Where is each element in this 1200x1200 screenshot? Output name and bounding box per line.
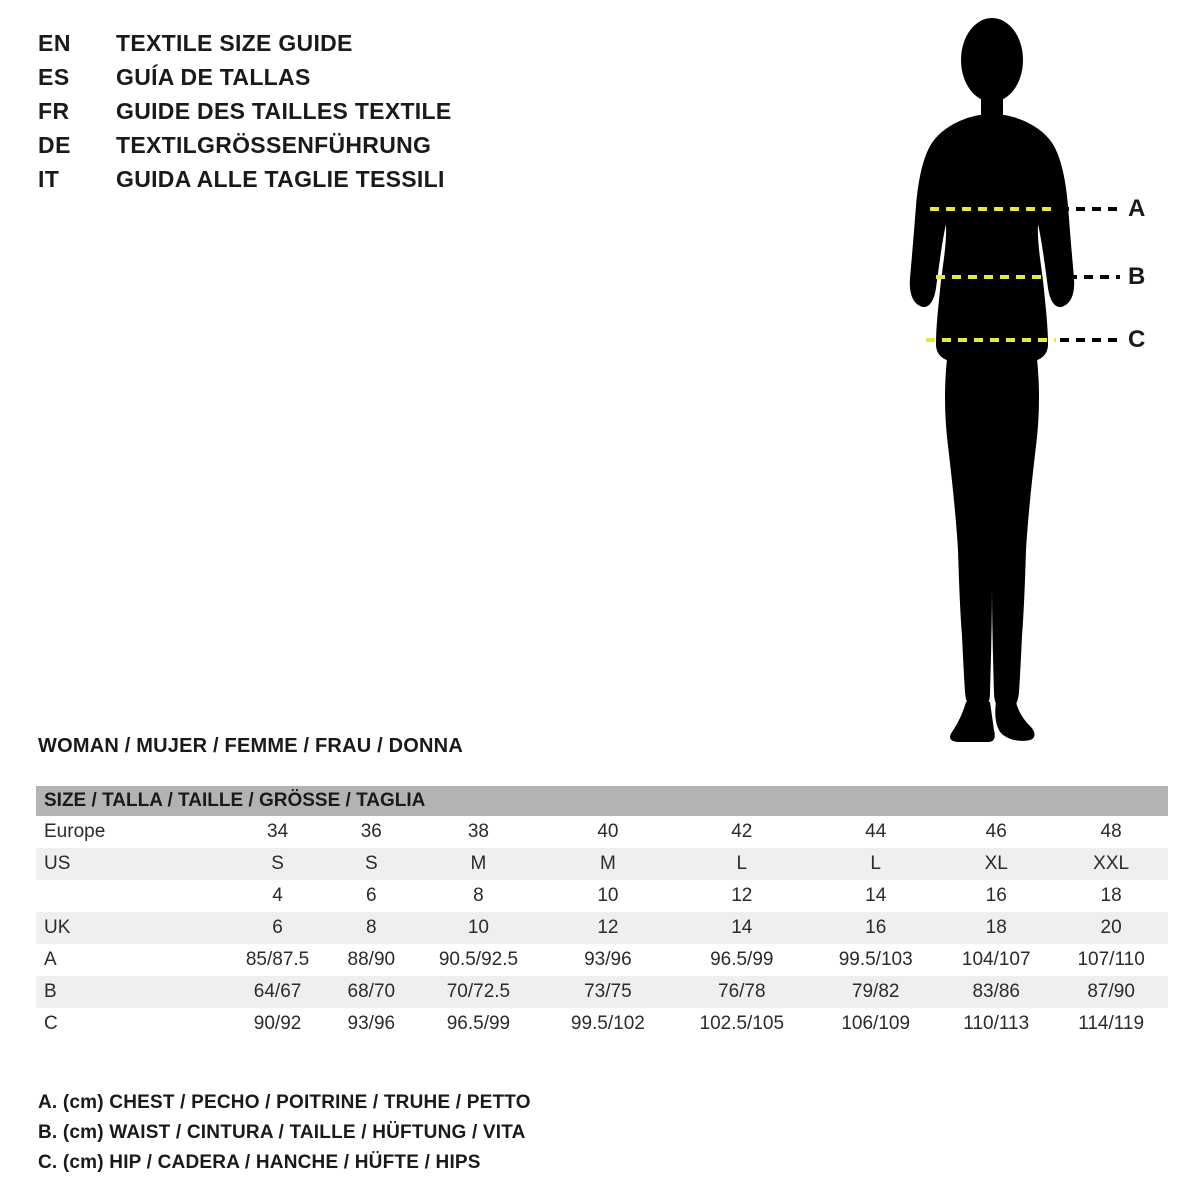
table-cell: 110/113 [938,1008,1054,1040]
language-code: ES [38,64,70,90]
language-title: TEXTILE SIZE GUIDE [116,30,353,56]
footnote-list [38,1088,738,1178]
language-code: DE [38,132,71,158]
table-cell: 4 [224,880,331,912]
table-cell: 46 [938,816,1054,848]
table-cell: 114/119 [1054,1008,1168,1040]
waist-label: B [1128,263,1146,290]
female-body-figure [870,10,1180,750]
table-cell: 10 [545,880,670,912]
table-cell: 44 [813,816,938,848]
table-cell: 70/72.5 [411,976,545,1008]
table-cell: 36 [331,816,411,848]
table-cell: 12 [670,880,813,912]
table-cell: 87/90 [1054,976,1168,1008]
table-header-row [36,786,1168,816]
table-row [36,880,1168,912]
language-row [38,30,658,64]
table-cell: 93/96 [331,1008,411,1040]
language-title-list [38,30,658,200]
table-cell: 48 [1054,816,1168,848]
row-label: C [36,1008,224,1040]
table-cell: 102.5/105 [670,1008,813,1040]
language-code: IT [38,166,60,192]
language-row [38,98,658,132]
footnote-waist: B. (cm) WAIST / CINTURA / TAILLE / HÜFTUNG / VITA [38,1122,526,1143]
table-cell: 20 [1054,912,1168,944]
table-cell: 83/86 [938,976,1054,1008]
hip-label: C [1128,326,1146,353]
table-header-label: SIZE / TALLA / TAILLE / GRÖSSE / TAGLIA [36,786,1168,816]
table-row [36,944,1168,976]
table-cell: 76/78 [670,976,813,1008]
table-cell: 88/90 [331,944,411,976]
table-cell: 14 [670,912,813,944]
language-code: EN [38,30,71,56]
table-cell: 99.5/103 [813,944,938,976]
table-cell: XL [938,848,1054,880]
row-label [36,880,224,912]
table-cell: 6 [331,880,411,912]
table-cell: S [331,848,411,880]
table-cell: 68/70 [331,976,411,1008]
size-table [36,786,1168,1040]
table-cell: 99.5/102 [545,1008,670,1040]
row-label: Europe [36,816,224,848]
table-cell: 8 [331,912,411,944]
table-cell: 38 [411,816,545,848]
table-row [36,976,1168,1008]
table-cell: 14 [813,880,938,912]
table-cell: 106/109 [813,1008,938,1040]
table-cell: 79/82 [813,976,938,1008]
row-label: A [36,944,224,976]
table-cell: 16 [938,880,1054,912]
table-cell: 64/67 [224,976,331,1008]
group-heading: WOMAN / MUJER / FEMME / FRAU / DONNA [38,735,463,757]
footnote-hip: C. (cm) HIP / CADERA / HANCHE / HÜFTE / HIPS [38,1152,481,1173]
table-cell: 18 [1054,880,1168,912]
row-label: US [36,848,224,880]
row-label: B [36,976,224,1008]
table-cell: 34 [224,816,331,848]
language-row [38,64,658,98]
table-cell: L [813,848,938,880]
table-row [36,912,1168,944]
table-row [36,816,1168,848]
table-cell: 85/87.5 [224,944,331,976]
table-cell: 10 [411,912,545,944]
table-cell: S [224,848,331,880]
language-row [38,132,658,166]
language-code: FR [38,98,70,124]
table-cell: 42 [670,816,813,848]
table-cell: 8 [411,880,545,912]
table-cell: M [411,848,545,880]
table-cell: L [670,848,813,880]
footnote-chest: A. (cm) CHEST / PECHO / POITRINE / TRUHE / PETTO [38,1092,531,1113]
table-cell: 93/96 [545,944,670,976]
female-silhouette-icon [910,18,1074,742]
language-title: GUÍA DE TALLAS [116,64,311,90]
table-cell: 96.5/99 [411,1008,545,1040]
table-cell: 107/110 [1054,944,1168,976]
language-title: GUIDA ALLE TAGLIE TESSILI [116,166,445,192]
table-cell: 90.5/92.5 [411,944,545,976]
language-title: TEXTILGRÖSSENFÜHRUNG [116,132,432,158]
table-cell: 90/92 [224,1008,331,1040]
table-row [36,848,1168,880]
table-cell: 40 [545,816,670,848]
table-cell: M [545,848,670,880]
table-cell: 96.5/99 [670,944,813,976]
table-row [36,1008,1168,1040]
language-row [38,166,658,200]
table-cell: 16 [813,912,938,944]
language-title: GUIDE DES TAILLES TEXTILE [116,98,452,124]
table-cell: XXL [1054,848,1168,880]
table-cell: 104/107 [938,944,1054,976]
table-cell: 18 [938,912,1054,944]
row-label: UK [36,912,224,944]
chest-label: A [1128,195,1146,222]
table-cell: 6 [224,912,331,944]
table-cell: 73/75 [545,976,670,1008]
table-cell: 12 [545,912,670,944]
